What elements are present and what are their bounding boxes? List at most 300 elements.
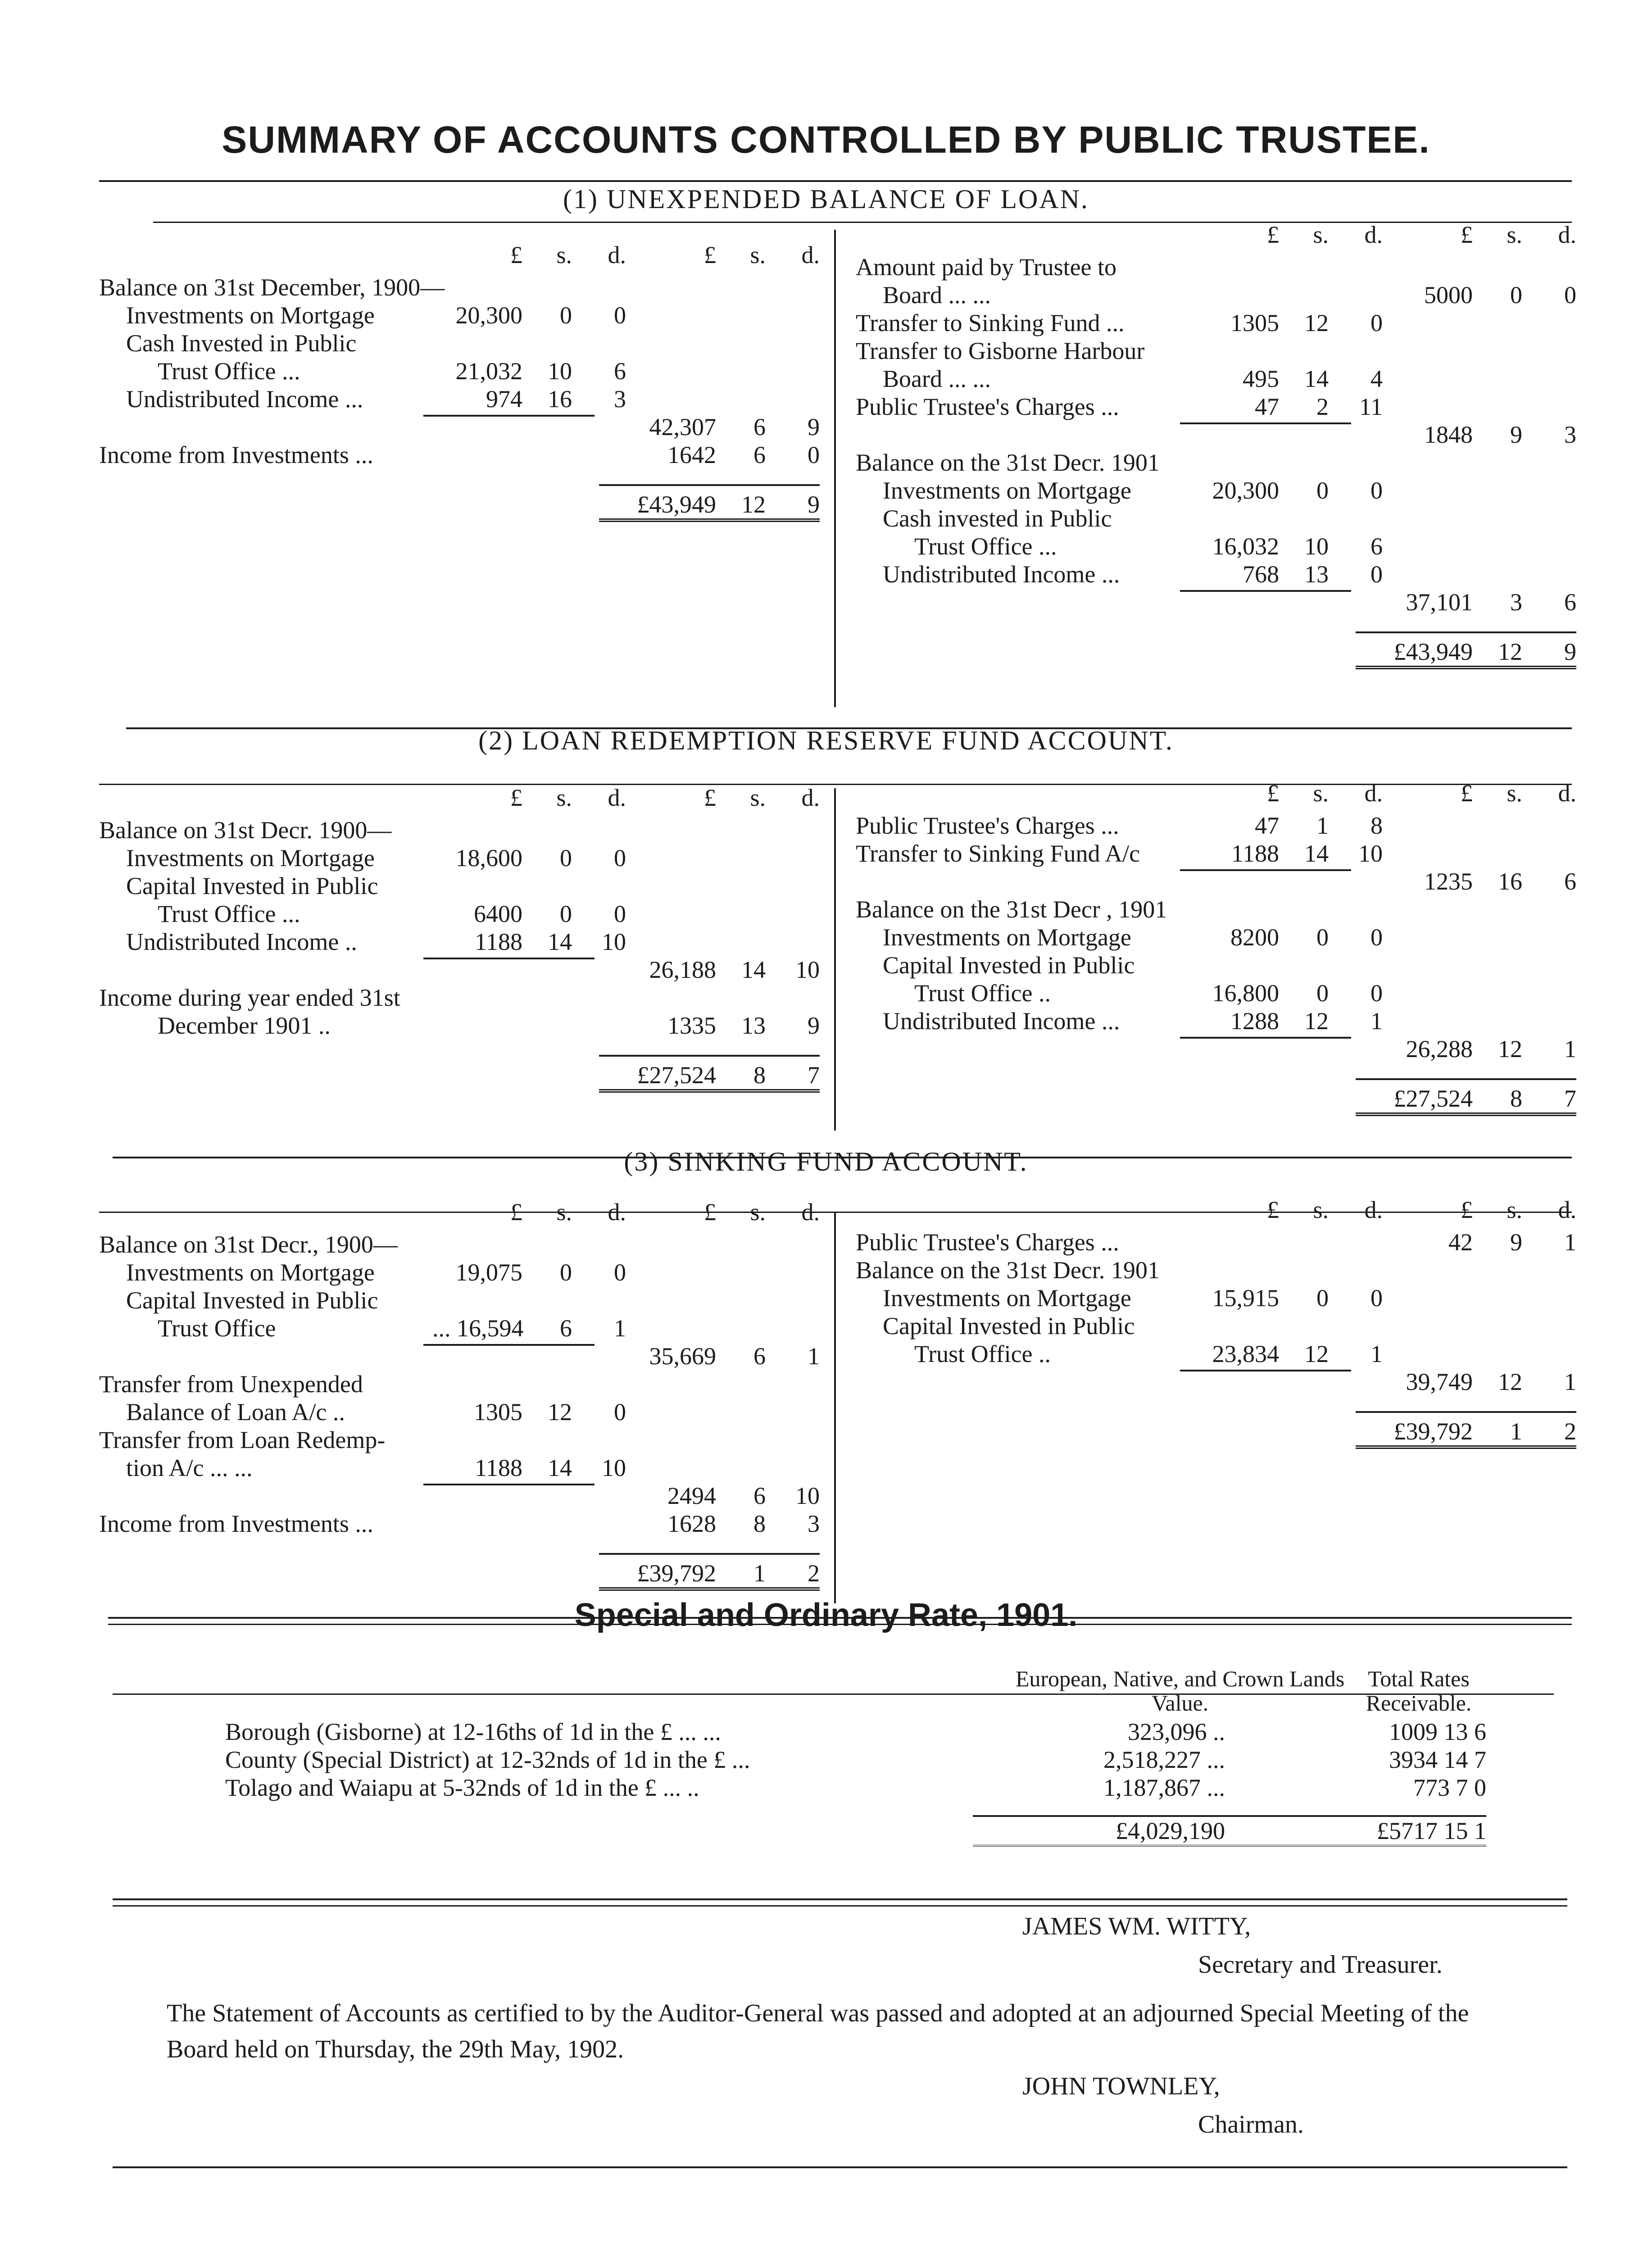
outer-amount: 12 — [1498, 1368, 1522, 1395]
outer-amount: 6 — [753, 441, 766, 468]
inner-amount: ... 16,594 — [432, 1315, 524, 1342]
ledger-row — [856, 504, 1576, 532]
column-header: s. — [750, 1199, 766, 1226]
rate-total-rates: £5717 15 1 — [1315, 1815, 1486, 1847]
ledger-row — [856, 337, 1576, 365]
column-header: d. — [608, 1199, 626, 1226]
ledger-row — [856, 895, 1576, 923]
section-2-debit-panel — [99, 784, 820, 1093]
subtotal-rule — [423, 958, 595, 959]
spacer — [856, 616, 1576, 631]
ledger-row — [856, 979, 1576, 1007]
outer-amount: 9 — [808, 413, 820, 440]
rate-header-total: Total Rates Receivable. — [1366, 1666, 1472, 1716]
inner-amount: 6 — [560, 1315, 572, 1342]
column-header: £ — [1267, 221, 1279, 248]
ledger-label: Capital Invested in Public — [883, 952, 1135, 979]
secretary-title: Secretary and Treasurer. — [1198, 1951, 1443, 1979]
outer-amount: 1 — [1564, 1229, 1576, 1256]
chairman-name: JOHN TOWNLEY, — [1022, 2072, 1220, 2100]
ledger-label: Undistributed Income .. — [126, 928, 357, 955]
grand-total — [599, 1553, 820, 1591]
inner-amount: 0 — [1371, 924, 1383, 951]
inner-amount: 974 — [486, 386, 522, 413]
total-amount: 1 — [1510, 1418, 1522, 1445]
outer-amount: 13 — [741, 1012, 766, 1039]
inner-amount: 0 — [1371, 980, 1383, 1007]
statement-text: The Statement of Accounts as certified to by the Auditor-General was passed and adopted at an adjourned Special Meeting of the Board held on Thursday, the 29th May, 1902. — [167, 1999, 1469, 2063]
ledger-label: Cash invested in Public — [883, 505, 1112, 532]
inner-amount: 1188 — [1231, 840, 1279, 867]
ledger-label: Transfer to Sinking Fund ... — [856, 309, 1125, 336]
inner-amount: 20,300 — [1212, 477, 1279, 504]
ledger-label: Income during year ended 31st — [99, 984, 400, 1011]
ledger-row — [99, 1454, 820, 1482]
inner-amount: 0 — [1371, 1285, 1383, 1312]
inner-amount: 0 — [614, 302, 626, 329]
outer-amount: 5000 — [1424, 282, 1473, 309]
ledger-row — [99, 1012, 820, 1040]
rate-total-row — [225, 1815, 1486, 1847]
total-amount: 7 — [808, 1062, 820, 1089]
column-header: d. — [1558, 1196, 1576, 1223]
outer-amount: 3 — [1564, 421, 1576, 448]
ledger-row — [99, 1314, 820, 1342]
ledger-label: Investments on Mortgage — [126, 302, 375, 329]
ledger-label: Undistributed Income ... — [883, 561, 1120, 588]
total-amount: £39,792 — [1393, 1418, 1473, 1445]
column-header: d. — [1364, 780, 1383, 807]
total-amount: 2 — [808, 1560, 820, 1587]
ledger-row — [99, 1230, 820, 1258]
chairman-title: Chairman. — [1198, 2111, 1304, 2138]
ledger-row — [856, 1228, 1576, 1256]
inner-amount: 15,915 — [1212, 1285, 1279, 1312]
column-header: d. — [1558, 780, 1576, 807]
inner-amount: 10 — [602, 1454, 626, 1481]
outer-amount: 0 — [1564, 282, 1576, 309]
inner-amount: 10 — [1358, 840, 1383, 867]
ledger-row — [99, 984, 820, 1012]
ledger-row — [856, 1035, 1576, 1063]
ledger-label: Transfer to Gisborne Harbour — [856, 337, 1145, 364]
inner-amount: 16,800 — [1212, 980, 1279, 1007]
column-header: s. — [1313, 221, 1329, 248]
inner-amount: 16 — [548, 386, 572, 413]
rate-label: Borough (Gisborne) at 12-16ths of 1d in the £ ... ... — [225, 1718, 721, 1745]
inner-amount: 1 — [1371, 1340, 1383, 1367]
inner-amount: 14 — [1304, 840, 1329, 867]
ledger-label: Board ... ... — [883, 365, 991, 392]
column-header: £ — [1267, 780, 1279, 807]
inner-amount: 0 — [1371, 309, 1383, 336]
rate-header-value: European, Native, and Crown Lands Value. — [1015, 1666, 1345, 1716]
inner-amount: 19,075 — [455, 1259, 522, 1286]
section-1-title: (1) UNEXPENDED BALANCE OF LOAN. — [563, 184, 1089, 214]
ledger-row — [856, 365, 1576, 393]
ledger-row — [856, 840, 1576, 867]
ledger-row — [856, 309, 1576, 337]
inner-amount: 10 — [1304, 533, 1329, 560]
page-title: SUMMARY OF ACCOUNTS CONTROLLED BY PUBLIC TRUSTEE. — [222, 118, 1430, 161]
ledger-row — [99, 1510, 820, 1538]
ledger-row — [856, 951, 1576, 979]
rate-label: County (Special District) at 12-32nds of 1d in the £ ... — [225, 1746, 750, 1773]
inner-amount: 47 — [1255, 812, 1279, 839]
ledger-total-row — [856, 631, 1576, 669]
ledger-total-row — [99, 484, 820, 522]
ledger-row — [99, 329, 820, 357]
outer-amount: 42,307 — [649, 413, 716, 440]
ledger-row — [856, 477, 1576, 504]
ledger-row — [856, 253, 1576, 281]
ledger-row — [99, 1482, 820, 1510]
ledger-row — [99, 872, 820, 900]
ledger-row — [856, 923, 1576, 951]
inner-amount: 18,600 — [455, 844, 522, 872]
ledger-label: Balance of Loan A/c .. — [126, 1398, 345, 1426]
inner-amount: 14 — [548, 928, 572, 955]
ledger-label: Investments on Mortgage — [126, 844, 375, 872]
column-header-row — [99, 241, 820, 269]
column-header: £ — [510, 1199, 522, 1226]
total-amount: £27,524 — [1393, 1085, 1473, 1112]
inner-amount: 3 — [614, 386, 626, 413]
outer-amount: 6 — [1564, 589, 1576, 616]
grand-total — [599, 1055, 820, 1093]
column-header: £ — [704, 1199, 716, 1226]
ledger-row — [856, 1340, 1576, 1368]
inner-amount: 6 — [1371, 533, 1383, 560]
column-header: £ — [1461, 780, 1473, 807]
ledger-row — [856, 560, 1576, 588]
section-3-credit-panel — [856, 1196, 1576, 1449]
ledger-row — [99, 1426, 820, 1454]
ledger-row — [99, 900, 820, 928]
rate-value: 2,518,227 ... — [1103, 1746, 1225, 1773]
inner-amount: 0 — [560, 302, 572, 329]
ledger-label: Public Trustee's Charges ... — [856, 812, 1119, 839]
inner-amount: 4 — [1371, 365, 1383, 392]
rate-row — [225, 1746, 1486, 1774]
subtotal-rule — [1180, 869, 1351, 871]
outer-amount: 2494 — [667, 1482, 716, 1509]
ledger-label: Public Trustee's Charges ... — [856, 393, 1119, 420]
ledger-row — [99, 816, 820, 844]
outer-amount: 42 — [1448, 1229, 1473, 1256]
ledger-row — [856, 1007, 1576, 1035]
inner-amount: 23,834 — [1212, 1340, 1279, 1367]
ledger-label: Cash Invested in Public — [126, 330, 357, 357]
ledger-label: Public Trustee's Charges ... — [856, 1229, 1119, 1256]
inner-amount: 1 — [614, 1315, 626, 1342]
inner-amount: 12 — [1304, 1008, 1329, 1035]
inner-amount: 1305 — [1230, 309, 1279, 336]
grand-total — [1356, 1078, 1576, 1116]
ledger-label: Transfer from Loan Redemp- — [99, 1426, 386, 1453]
ledger-row — [856, 421, 1576, 449]
ledger-label: Trust Office .. — [914, 980, 1051, 1007]
outer-amount: 0 — [808, 441, 820, 468]
outer-amount: 12 — [1498, 1035, 1522, 1062]
column-header-row — [856, 221, 1576, 249]
inner-amount: 10 — [548, 358, 572, 385]
ledger-row — [99, 928, 820, 956]
rate-rows — [225, 1718, 1486, 1802]
inner-amount: 2 — [1316, 393, 1329, 420]
inner-amount: 8200 — [1230, 924, 1279, 951]
inner-amount: 14 — [1304, 365, 1329, 392]
total-amount: 12 — [1498, 638, 1522, 665]
inner-amount: 10 — [602, 928, 626, 955]
section-2-credit-panel — [856, 779, 1576, 1116]
total-amount: 7 — [1564, 1085, 1576, 1112]
rate-table — [225, 1666, 1486, 1847]
ledger-row — [99, 1398, 820, 1426]
inner-amount: 0 — [560, 1259, 572, 1286]
inner-amount: 1305 — [474, 1398, 522, 1426]
total-amount: 9 — [1564, 638, 1576, 665]
ledger-row — [856, 867, 1576, 895]
subtotal-rule — [1180, 1037, 1351, 1039]
column-header: s. — [556, 784, 572, 811]
inner-amount: 12 — [1304, 309, 1329, 336]
ledger-label: Amount paid by Trustee to — [856, 254, 1117, 281]
inner-amount: 1 — [1371, 1008, 1383, 1035]
total-amount: £43,949 — [1393, 638, 1473, 665]
title-rule — [99, 180, 1572, 182]
column-header: £ — [704, 241, 716, 268]
spacer — [99, 1040, 820, 1055]
column-header-row — [99, 1198, 820, 1226]
outer-amount: 8 — [753, 1510, 766, 1537]
ledger-label: Trust Office ... — [158, 900, 300, 927]
rate-row — [225, 1718, 1486, 1746]
ledger-row — [99, 385, 820, 413]
outer-amount: 35,669 — [649, 1343, 716, 1370]
ledger-row — [856, 281, 1576, 309]
ledger-total-row — [99, 1055, 820, 1093]
rate-total: 1009 13 6 — [1389, 1718, 1486, 1745]
ledger-label: Income from Investments ... — [99, 1510, 373, 1537]
column-header: s. — [750, 241, 766, 268]
ledger-label: Undistributed Income ... — [883, 1008, 1120, 1035]
section-2-title: (2) LOAN REDEMPTION RESERVE FUND ACCOUNT. — [478, 726, 1174, 755]
subtotal-rule — [423, 415, 595, 417]
ledger-label: Capital Invested in Public — [126, 1287, 378, 1314]
section-1-debit-panel — [99, 241, 820, 522]
inner-amount: 495 — [1243, 365, 1279, 392]
column-header: £ — [704, 784, 716, 811]
ledger-row — [99, 956, 820, 984]
outer-amount: 1 — [808, 1343, 820, 1370]
section-1-divider — [834, 230, 836, 707]
ledger-label: Balance on the 31st Decr , 1901 — [856, 896, 1167, 923]
rate-total: 3934 14 7 — [1389, 1746, 1486, 1773]
ledger-label: Undistributed Income ... — [126, 386, 363, 413]
ledger-row — [856, 812, 1576, 840]
inner-amount: 0 — [1316, 980, 1329, 1007]
ledger-row — [99, 1286, 820, 1314]
ledger-row — [856, 588, 1576, 616]
rate-total-value: £4,029,190 — [973, 1815, 1315, 1847]
column-header: £ — [1267, 1196, 1279, 1223]
ledger-row — [99, 273, 820, 301]
secretary-name: JAMES WM. WITTY, — [1022, 1912, 1251, 1940]
section-1-credit-panel — [856, 221, 1576, 669]
section-3-debit-panel — [99, 1198, 820, 1591]
ledger-label: Investments on Mortgage — [883, 924, 1131, 951]
inner-amount: 6400 — [474, 900, 522, 927]
total-amount: £43,949 — [637, 491, 716, 518]
ledger-label: Transfer to Sinking Fund A/c — [856, 840, 1140, 867]
section-3-title: (3) SINKING FUND ACCOUNT. — [624, 1147, 1028, 1176]
inner-amount: 1 — [1316, 812, 1329, 839]
inner-amount: 0 — [614, 900, 626, 927]
outer-amount: 9 — [1510, 421, 1522, 448]
column-header: d. — [801, 1199, 820, 1226]
ledger-row — [856, 1284, 1576, 1312]
outer-amount: 1628 — [667, 1510, 716, 1537]
ledger-label: Capital Invested in Public — [126, 872, 378, 899]
outer-amount: 1 — [1564, 1035, 1576, 1062]
ledger-row — [99, 1342, 820, 1370]
ledger-total-row — [99, 1553, 820, 1591]
outer-amount: 6 — [753, 413, 766, 440]
outer-amount: 9 — [1510, 1229, 1522, 1256]
total-amount: £39,792 — [637, 1560, 716, 1587]
column-header: £ — [1461, 1196, 1473, 1223]
rate-title: Special and Ordinary Rate, 1901. — [574, 1597, 1078, 1633]
ledger-label: Transfer from Unexpended — [99, 1371, 363, 1398]
ledger-row — [99, 1258, 820, 1286]
outer-amount: 37,101 — [1406, 589, 1473, 616]
inner-amount: 0 — [1371, 561, 1383, 588]
inner-amount: 14 — [548, 1454, 572, 1481]
outer-amount: 9 — [808, 1012, 820, 1039]
spacer — [856, 1063, 1576, 1078]
ledger-label: Trust Office .. — [914, 1340, 1051, 1367]
ledger-row — [856, 532, 1576, 560]
ledger-label: Income from Investments ... — [99, 441, 373, 468]
ledger-label: Balance on the 31st Decr. 1901 — [856, 449, 1160, 476]
outer-amount: 39,749 — [1406, 1368, 1473, 1395]
ledger-row — [99, 441, 820, 469]
inner-amount: 47 — [1255, 393, 1279, 420]
column-header: s. — [1507, 1196, 1522, 1223]
column-header: s. — [556, 1199, 572, 1226]
inner-amount: 0 — [1316, 477, 1329, 504]
subtotal-rule — [1180, 422, 1351, 424]
ledger-label: Balance on 31st December, 1900— — [99, 274, 445, 301]
total-amount: 8 — [1510, 1085, 1522, 1112]
inner-amount: 0 — [614, 1398, 626, 1426]
outer-amount: 6 — [753, 1343, 766, 1370]
rate-label: Tolago and Waiapu at 5-32nds of 1d in the £ ... .. — [225, 1774, 699, 1801]
outer-amount: 0 — [1510, 282, 1522, 309]
ledger-label: Trust Office ... — [914, 533, 1057, 560]
ledger-total-row — [856, 1078, 1576, 1116]
column-header: d. — [608, 241, 626, 268]
inner-amount: 0 — [1371, 477, 1383, 504]
spacer — [856, 1396, 1576, 1411]
column-header: d. — [801, 241, 820, 268]
ledger-row — [99, 413, 820, 441]
spacer — [99, 469, 820, 484]
inner-amount: 1188 — [475, 928, 522, 955]
outer-amount: 14 — [741, 956, 766, 983]
column-header: s. — [556, 241, 572, 268]
inner-amount: 20,300 — [455, 302, 522, 329]
ledger-label: Board ... ... — [883, 282, 991, 309]
column-header: d. — [1558, 221, 1576, 248]
spacer — [99, 1538, 820, 1553]
rate-value: 1,187,867 ... — [1103, 1774, 1225, 1801]
ledger-label: Investments on Mortgage — [883, 1285, 1131, 1312]
ledger-row — [856, 449, 1576, 477]
column-header: s. — [1507, 780, 1522, 807]
ledger-row — [856, 1312, 1576, 1340]
signature-top-rule-2 — [113, 1905, 1567, 1907]
rate-total: 773 7 0 — [1413, 1774, 1486, 1801]
inner-amount: 0 — [1316, 1285, 1329, 1312]
inner-amount: 0 — [614, 1259, 626, 1286]
ledger-row — [99, 301, 820, 329]
column-header: £ — [510, 784, 522, 811]
ledger-label: Balance on 31st Decr., 1900— — [99, 1231, 398, 1258]
ledger-label: Balance on 31st Decr. 1900— — [99, 817, 392, 844]
inner-amount: 6 — [614, 358, 626, 385]
column-header: £ — [1461, 221, 1473, 248]
rate-header-row — [225, 1666, 1486, 1715]
column-header: £ — [510, 241, 522, 268]
total-amount: 12 — [741, 491, 766, 518]
ledger-row — [856, 393, 1576, 421]
outer-amount: 6 — [753, 1482, 766, 1509]
ledger-label: tion A/c ... ... — [126, 1454, 253, 1481]
outer-amount: 6 — [1564, 868, 1576, 895]
subtotal-rule — [1180, 590, 1351, 592]
rate-row — [225, 1774, 1486, 1802]
outer-amount: 10 — [795, 1482, 820, 1509]
outer-amount: 1235 — [1424, 868, 1473, 895]
total-amount: £27,524 — [637, 1062, 716, 1089]
column-header-row — [856, 779, 1576, 807]
column-header: d. — [1364, 221, 1383, 248]
inner-amount: 11 — [1359, 393, 1383, 420]
inner-amount: 1188 — [475, 1454, 522, 1481]
bottom-rule — [113, 2166, 1567, 2168]
inner-amount: 13 — [1304, 561, 1329, 588]
column-header: s. — [1507, 221, 1522, 248]
inner-amount: 0 — [560, 900, 572, 927]
section-3-divider — [834, 1212, 836, 1603]
column-header-row — [99, 784, 820, 812]
outer-amount: 1642 — [667, 441, 716, 468]
ledger-row — [99, 844, 820, 872]
ledger-label: Trust Office — [158, 1315, 276, 1342]
ledger-row — [856, 1256, 1576, 1284]
grand-total — [1356, 1411, 1576, 1449]
subtotal-rule — [1180, 1370, 1351, 1371]
inner-amount: 0 — [614, 844, 626, 872]
inner-amount: 12 — [548, 1398, 572, 1426]
inner-amount: 768 — [1243, 561, 1279, 588]
ledger-row — [99, 1370, 820, 1398]
signature-top-rule-1 — [113, 1898, 1567, 1900]
inner-amount: 0 — [560, 844, 572, 872]
outer-amount: 3 — [1510, 589, 1522, 616]
